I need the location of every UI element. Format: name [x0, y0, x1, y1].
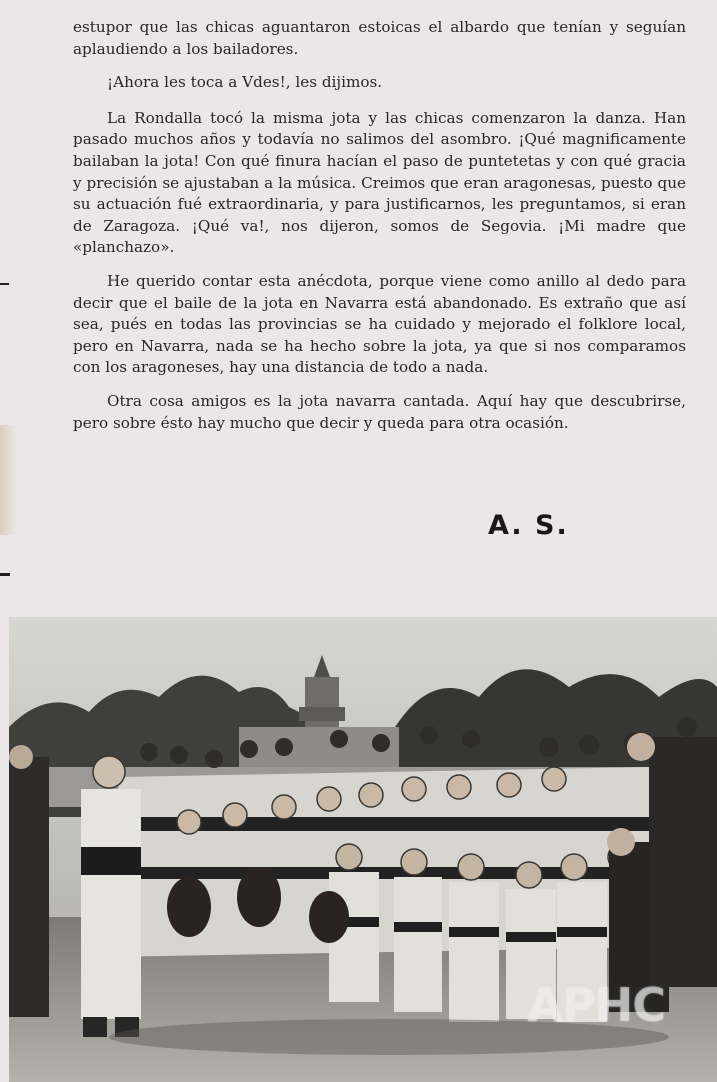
article-text: [73, 17, 686, 446]
paragraph: estupor que las chicas aguantaron estoicas el albardo que tenían y seguían aplaudiendo a los bailadores.: [73, 18, 686, 58]
page-edge-smudge: [0, 425, 18, 535]
page-edge-mark: [0, 283, 9, 285]
paragraph: La Rondalla tocó la misma jota y las chicas comenzaron la danza. Han pasado muchos años y todavía no salimos del asombro. ¡Qué magnificamente bailaban la jota! Con qué finura hacían el paso de puntetetas y con qué gracia y precisión se ajustaban a la música. Creimos que eran aragonesas, puesto que su actuación fué extraordinaria, y para justificarnos, les preguntamos, si eran de Zaragoza. ¡Qué va!, nos dijeron, somos de Segovia. ¡Mi madre que «planchazo».: [73, 108, 686, 257]
archive-watermark: APHC: [527, 978, 665, 1032]
group-photograph: [9, 617, 717, 1082]
paragraph: ¡Ahora les toca a Vdes!, les dijimos.: [107, 73, 383, 92]
paragraph: Otra cosa amigos es la jota navarra cantada. Aquí hay que descubrirse, pero sobre ésto hay mucho que decir y queda para otra ocasión.: [73, 391, 686, 432]
page-edge-mark: [0, 573, 10, 576]
paragraph: He querido contar esta anécdota, porque viene como anillo al dedo para decir que el baile de la jota en Navarra está abandonado. Es extraño que así sea, pués en todas las provincias se ha cuidado y mejorado el folklore local, pero en Navarra, nada se ha hecho sobre la jota, ya que si nos comparamos con los aragoneses, hay una distancia de todo a nada.: [73, 271, 686, 377]
author-signature: A. S.: [488, 510, 569, 541]
